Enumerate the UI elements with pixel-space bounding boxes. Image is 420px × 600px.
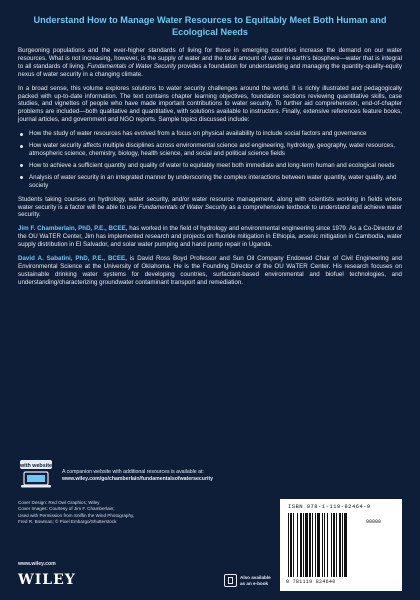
barcode-stripe bbox=[312, 513, 313, 577]
isbn: ISBN 978-1-119-82464-0 bbox=[288, 503, 371, 510]
barcode-stripe bbox=[344, 513, 347, 577]
credit-line: Cover Design: Red Owl Graphics; Wiley bbox=[18, 500, 100, 505]
credit-line: Cover Images: Courtesy of Jim F. Chamberlain; bbox=[18, 506, 115, 512]
barcode-stripe bbox=[324, 513, 325, 577]
barcode-stripe bbox=[333, 513, 335, 577]
author-bio-text: is David Ross Boyd Professor and Sun Oil Company Endowed Chair of Civil Engineering and Environmental Science at the University of Oklahoma. He is the Founding Director of the OU WaTER Center. His research focuses on sustainable drinking water systems for developing countries, surfactant-based environmental and biofuel technologies, and understanding/characterizing groundwater contaminant transport and remediation. bbox=[18, 255, 402, 286]
barcode-stripe bbox=[297, 513, 298, 577]
barcode-stripe bbox=[293, 513, 294, 577]
barcode-stripe bbox=[300, 513, 302, 577]
ebook-line: Also available bbox=[240, 575, 271, 580]
author-bio-text: has worked in the field of hydrology and environmental engineering since 1979. As a Co-Director of the OU WaTER Center, Jim has implemented research and projects on fluoride mitigation in Ethiopia, arsenic mitigation in Cambodia, water supply distribution in El Salvador, and solar water pumping and hand pump repair in Uganda. bbox=[18, 225, 402, 249]
website-badge-text: with website bbox=[19, 462, 53, 469]
barcode-stripe bbox=[303, 513, 304, 577]
audience-text-b: as a comprehensive textbook to understand and achieve water security. bbox=[18, 203, 402, 219]
barcode-stripe bbox=[342, 513, 343, 577]
credit-line: Fred R. Bowman; © Pixel Embargo/Shutterstock bbox=[18, 518, 117, 524]
barcode-stripe bbox=[305, 513, 308, 577]
barcode-stripe bbox=[290, 513, 292, 577]
ebook-icon bbox=[224, 574, 237, 587]
website-text bbox=[62, 469, 322, 482]
publisher-url[interactable]: www.wiley.com bbox=[18, 561, 56, 567]
barcode-stripe bbox=[288, 513, 289, 577]
author-name: Jim F. Chamberlain, PhD, P.E., BCEE, bbox=[18, 225, 128, 233]
barcode bbox=[280, 499, 402, 591]
book-title-mention: Fundamentals of Water Security bbox=[87, 62, 177, 70]
barcode-stripe bbox=[331, 513, 332, 577]
barcode-stripe bbox=[309, 513, 311, 577]
cover-credits bbox=[18, 500, 198, 525]
scope-paragraph: In a broad sense, this volume explores solutions to water security challenges around the world. It is richly illustrated and pedagogically packed with up-to-date information. The text contains chapter learning objectives, foundation sections reviewing quantitative skills, case studies, and vignettes of people who have made important contributions to water security. To further aid comprehension, end-of-chapter problems are included—both qualitative and quantitative, with solutions available to instructors. Finally, extensive references feature books, journal articles, and government and NGO reports. Sample topics discussed include: bbox=[18, 84, 402, 124]
barcode-bars bbox=[288, 513, 368, 577]
website-icon bbox=[18, 459, 54, 489]
author-name: David A. Sabatini, PhD, P.E., BCEE, bbox=[18, 255, 127, 263]
intro-text-b: provides a foundation for understanding and managing the quantity-quality-equity nexus of water security in a changing climate. bbox=[18, 62, 402, 78]
cover-footer bbox=[0, 459, 420, 600]
author-bio bbox=[18, 225, 402, 249]
intro-paragraph bbox=[18, 47, 402, 79]
audience-paragraph bbox=[18, 196, 402, 220]
author-bio bbox=[18, 255, 402, 287]
barcode-digits: 9 781119 824640 bbox=[286, 579, 336, 585]
price-code: 90000 bbox=[366, 519, 382, 525]
ebook-badge bbox=[224, 573, 272, 589]
barcode-stripe bbox=[336, 513, 337, 577]
barcode-stripe bbox=[327, 513, 328, 577]
topic-item: How water security affects multiple disciplines across environmental science and engineering, hydrology, geography, water resources, atmospheric science, chemistry, biology, health science, and social and political science fields bbox=[18, 142, 402, 158]
topic-list bbox=[18, 130, 402, 189]
ebook-line: as an e-book bbox=[240, 580, 269, 586]
topic-item: How to achieve a sufficient quantity and quality of water to equitably meet both immediate and long-term human and ecological needs bbox=[18, 162, 402, 170]
audience-text-a: Students taking courses on hydrology, water security, and/or water resource management, along with scientists working in fields where water security is a factor will be able to use bbox=[18, 195, 402, 211]
wiley-logo: WILEY bbox=[18, 572, 76, 588]
intro-text-a: Burgeoning populations and the ever-higher standards of living for those in emerging countries increase the demand on our water resources. What is not increasing, however, is the supply of water and the total amount of water in earth’s biosphere—water that is integral to all standards of living. bbox=[18, 47, 402, 70]
ebook-text bbox=[240, 575, 271, 586]
topic-item: Analysis of water security in an integrated manner by underscoring the complex interactions between water quantity, water quality, and society bbox=[18, 174, 402, 190]
credit-line: Used with Permission from Sniffin the Wind Photography, bbox=[18, 512, 135, 518]
barcode-stripe bbox=[317, 513, 320, 577]
book-title-mention: Fundamentals of Water Security bbox=[138, 203, 228, 211]
website-url[interactable]: www.wiley.com/go/chamberlain/fundamentalsofwatersecurity bbox=[62, 475, 214, 482]
barcode-stripe bbox=[315, 513, 316, 577]
barcode-stripe bbox=[339, 513, 341, 577]
website-caption: A companion website with additional resources is available at: bbox=[62, 469, 204, 475]
topic-item: How the study of water resources has evolved from a focus on physical availability to include social factors and governance bbox=[18, 130, 402, 138]
barcode-stripe bbox=[322, 513, 323, 577]
headline: Understand How to Manage Water Resources to Equitably Meet Both Human and Ecological Needs bbox=[33, 15, 387, 37]
